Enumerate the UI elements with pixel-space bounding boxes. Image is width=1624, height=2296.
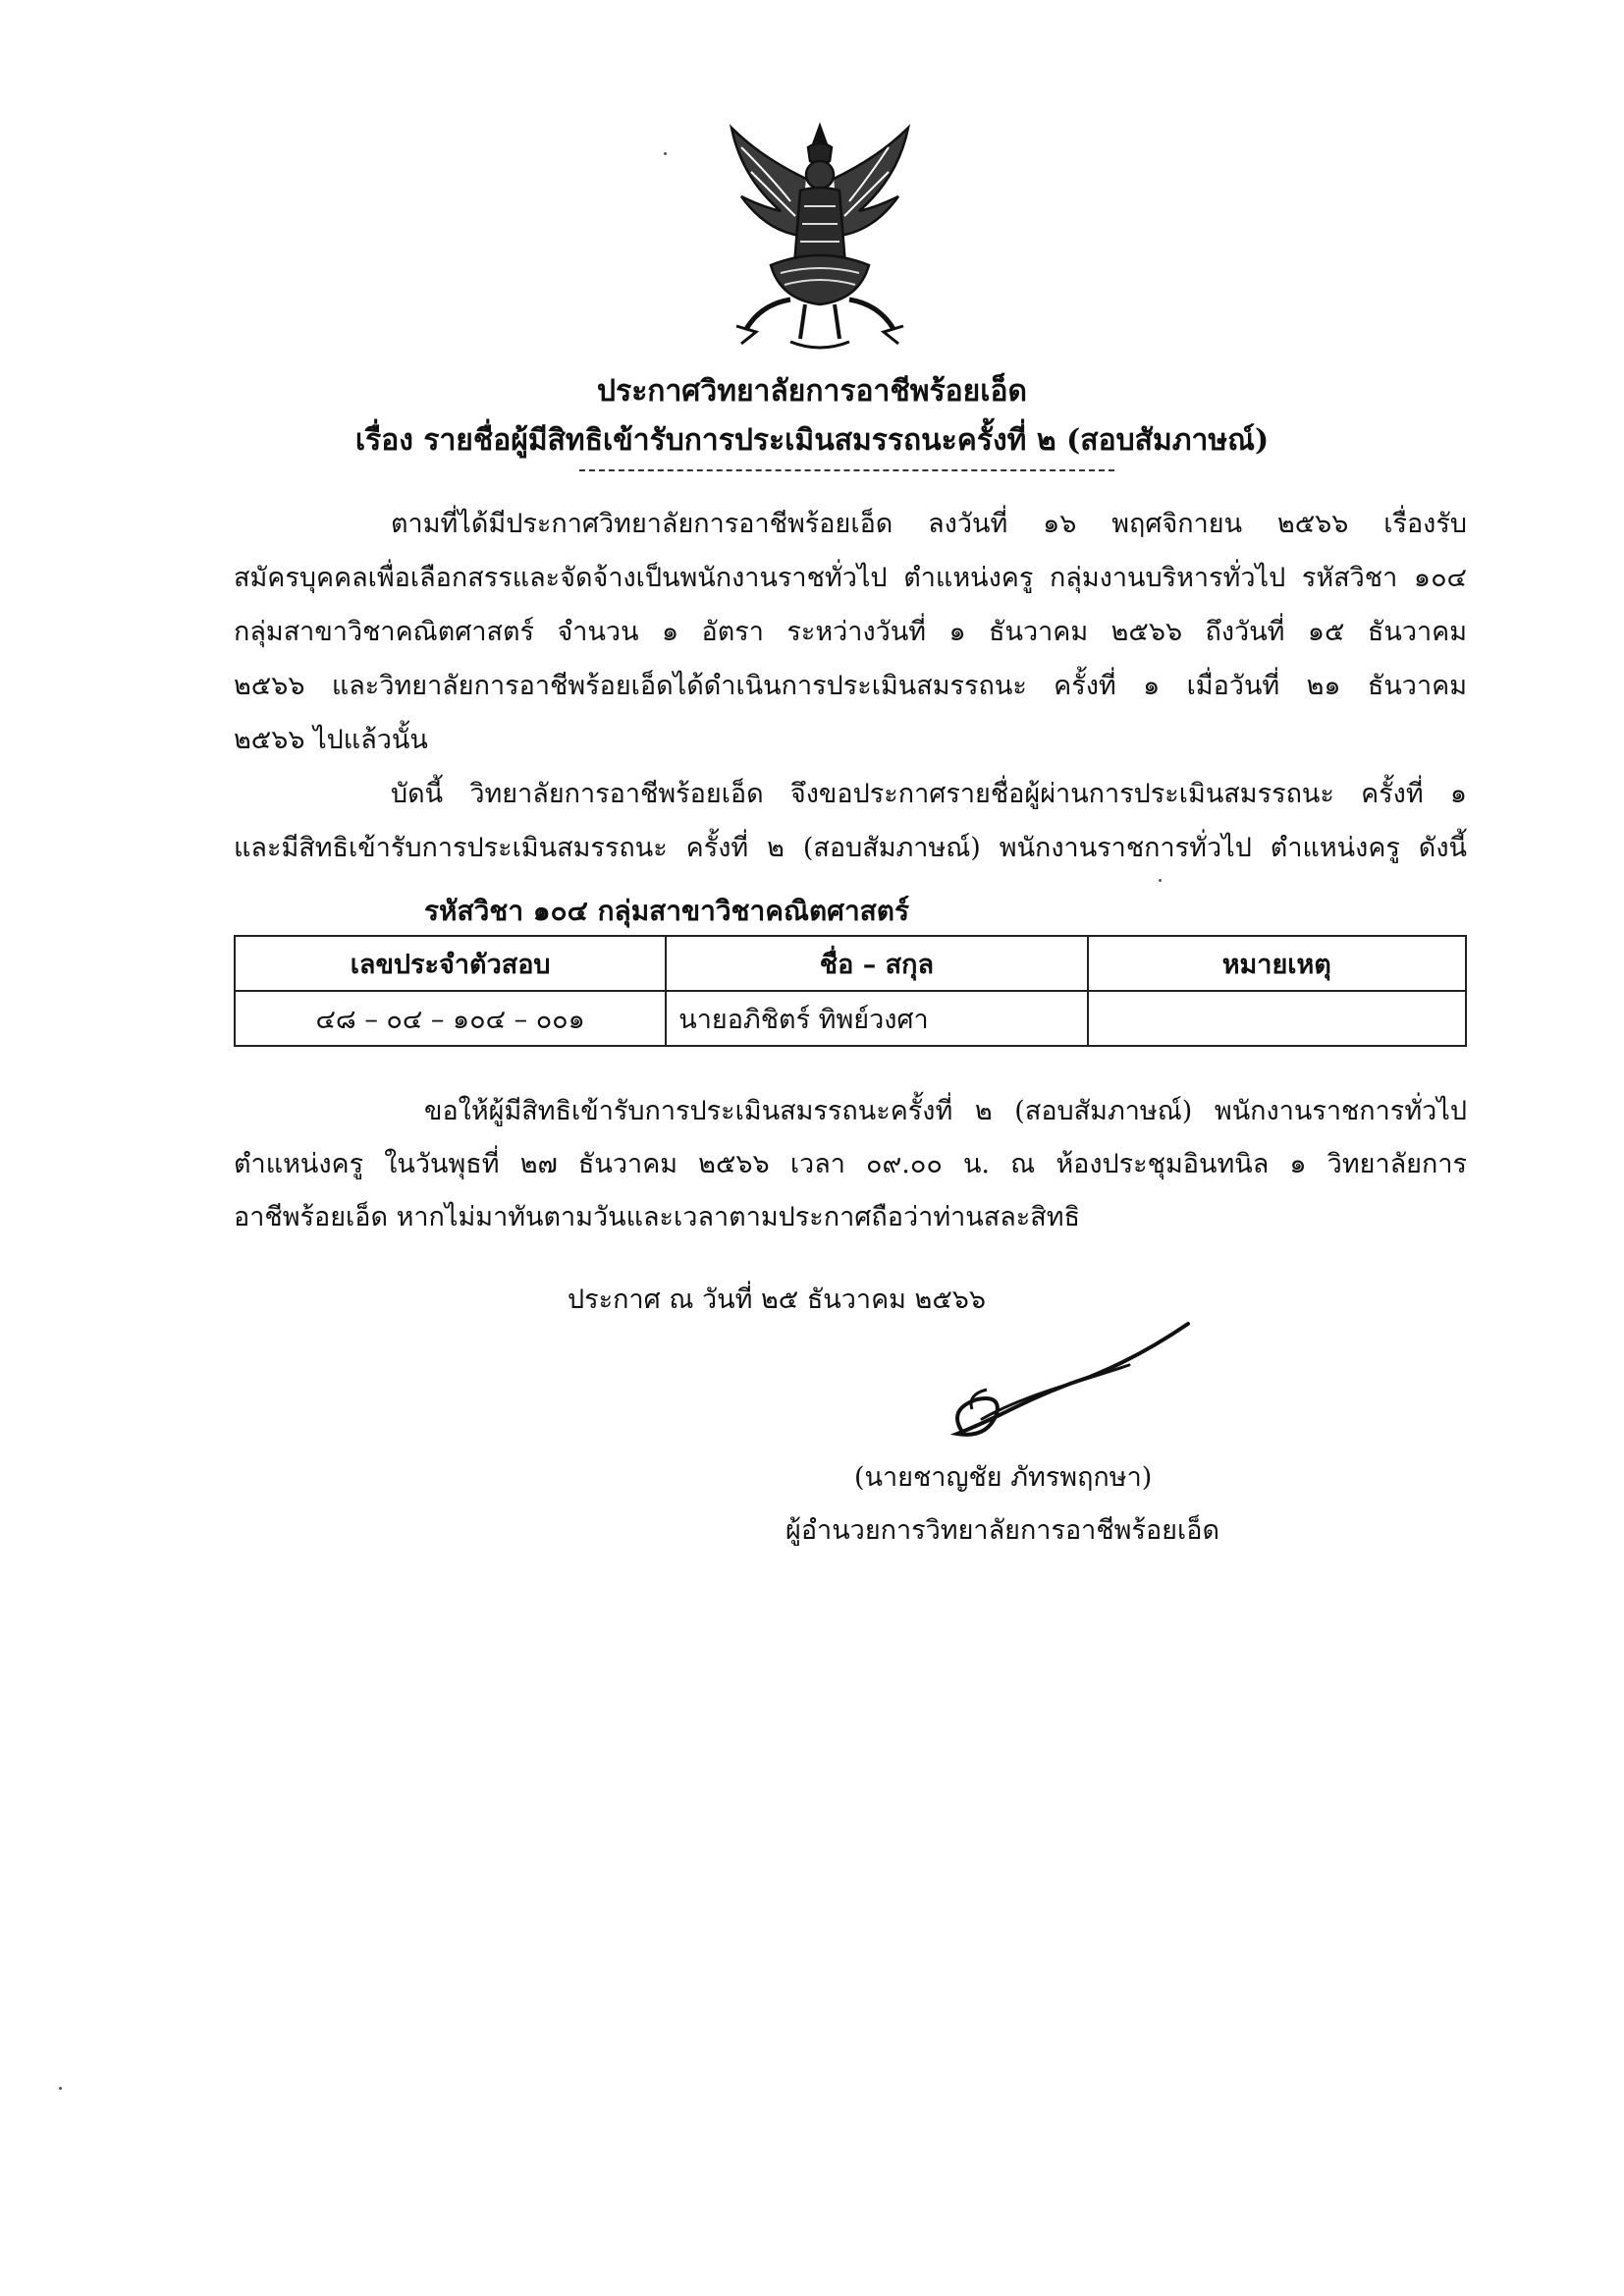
header-exam-id: เลขประจำตัวสอบ <box>235 936 666 991</box>
signer-title: ผู้อำนวยการวิทยาลัยการอาชีพร้อยเอ็ด <box>785 1515 1219 1546</box>
scan-speck <box>1159 879 1162 882</box>
signer-name: (นายชาญชัย ภัทรพฤกษา) <box>854 1462 1153 1493</box>
paragraph3-line3: อาชีพร้อยเอ็ด หากไม่มาทันตามวันและเวลาตามประกาศถือว่าท่านสละสิทธิ <box>234 1202 1081 1232</box>
header-remarks: หมายเหตุ <box>1088 936 1466 991</box>
announcement-subject: เรื่อง รายชื่อผู้มีสิทธิเข้ารับการประเมินสมรรถนะครั้งที่ ๒ (สอบสัมภาษณ์) <box>354 423 1270 458</box>
paragraph2-line2: และมีสิทธิเข้ารับการประเมินสมรรถนะ ครั้งที่ ๒ (สอบสัมภาษณ์) พนักงานราชการทั่วไป ตำแหน่งครู ดังนี้ <box>234 833 1467 863</box>
announce-date: ประกาศ ณ วันที่ ๒๕ ธันวาคม ๒๕๖๖ <box>568 1285 987 1315</box>
dashed-divider <box>579 469 1114 471</box>
paragraph1-line3: กลุ่มสาขาวิชาคณิตศาสตร์ จำนวน ๑ อัตรา ระหว่างวันที่ ๑ ธันวาคม ๒๕๖๖ ถึงวันที่ ๑๕ ธันวาคม <box>234 617 1467 647</box>
section-heading: รหัสวิชา ๑๐๔ กลุ่มสาขาวิชาคณิตศาสตร์ <box>424 895 909 927</box>
scan-speck <box>59 2087 62 2090</box>
signature-icon <box>943 1316 1198 1453</box>
garuda-emblem-icon <box>722 118 918 358</box>
table-header-row <box>235 936 1466 991</box>
cell-exam-id: ๔๘ – ๐๔ – ๑๐๔ – ๐๐๑ <box>235 991 666 1046</box>
cell-remarks <box>1088 991 1466 1046</box>
header-full-name: ชื่อ – สกุล <box>666 936 1087 991</box>
paragraph1-line2: สมัครบุคคลเพื่อเลือกสรรและจัดจ้างเป็นพนักงานราชทั่วไป ตำแหน่งครู กลุ่มงานบริหารทั่วไป รหัสวิชา ๑๐๔ <box>234 563 1467 593</box>
paragraph2-line1: บัดนี้ วิทยาลัยการอาชีพร้อยเอ็ด จึงขอประกาศรายชื่อผู้ผ่านการประเมินสมรรถนะ ครั้งที่ ๑ <box>391 779 1467 809</box>
paragraph3-line1: ขอให้ผู้มีสิทธิเข้ารับการประเมินสมรรถนะครั้งที่ ๒ (สอบสัมภาษณ์) พนักงานราชการทั่วไป <box>424 1096 1467 1126</box>
announcement-title: ประกาศวิทยาลัยการอาชีพร้อยเอ็ด <box>597 374 1027 409</box>
table-row <box>235 991 1466 1046</box>
paragraph3-line2: ตำแหน่งครู ในวันพุธที่ ๒๗ ธันวาคม ๒๕๖๖ เวลา ๐๙.๐๐ น. ณ ห้องประชุมอินทนิล ๑ วิทยาลัยการ <box>234 1149 1467 1179</box>
cell-full-name: นายอภิชิตร์ ทิพย์วงศา <box>666 991 1087 1046</box>
paragraph1-line4: ๒๕๖๖ และวิทยาลัยการอาชีพร้อยเอ็ดได้ดำเนินการประเมินสมรรถนะ ครั้งที่ ๑ เมื่อวันที่ ๒๑ ธันวาคม <box>234 671 1467 701</box>
scan-speck <box>664 152 667 155</box>
candidate-table <box>234 935 1467 1047</box>
paragraph1-line1: ตามที่ได้มีประกาศวิทยาลัยการอาชีพร้อยเอ็ด ลงวันที่ ๑๖ พฤศจิกายน ๒๕๖๖ เรื่องรับ <box>391 509 1467 539</box>
paragraph1-line5: ๒๕๖๖ ไปแล้วนั้น <box>234 725 428 755</box>
